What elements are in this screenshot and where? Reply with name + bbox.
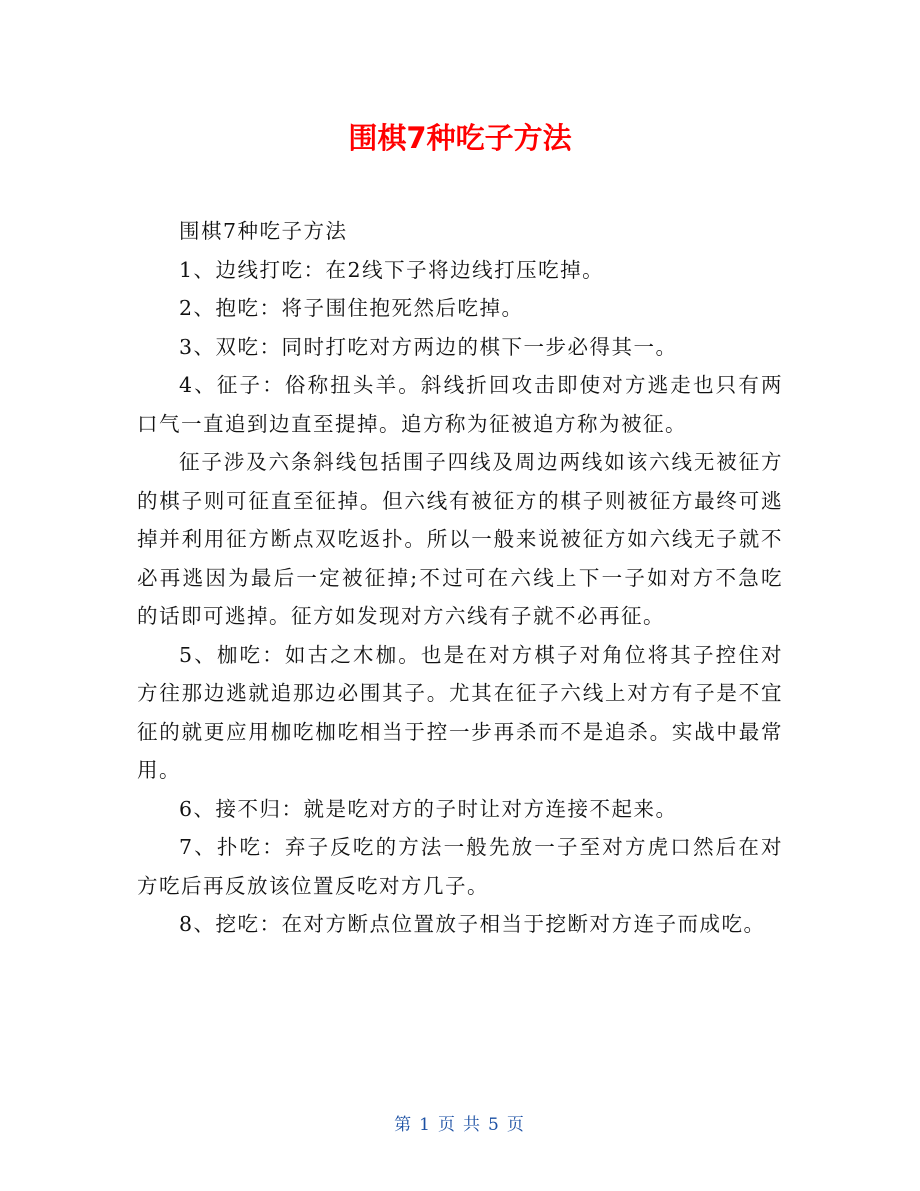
paragraph-item-1: 1、边线打吃：在2线下子将边线打压吃掉。: [179, 257, 605, 282]
footer-page-unit: 页: [438, 1115, 457, 1135]
paragraph-item-7: 7、扑吃：弃子反吃的方法一般先放一子至对方虎口然后在对方吃后再反放该位置反吃对方几子。: [137, 835, 783, 898]
page-title: 围棋7种吃子方法: [348, 121, 572, 155]
paragraph-item-5: 5、枷吃：如古之木枷。也是在对方棋子对角位将其子控住对方往那边逃就追那边必围其子。尤其在征子六线上对方有子是不宜征的就更应用枷吃枷吃相当于控一步再杀而不是追杀。实战中最常用。: [137, 642, 783, 782]
footer-current-page: 1: [419, 1115, 432, 1135]
page-footer: [0, 1113, 920, 1137]
footer-total-unit: 页: [506, 1115, 526, 1135]
footer-page-label: 第: [394, 1115, 414, 1135]
paragraph-item-2: 2、抱吃：将子围住抱死然后吃掉。: [179, 296, 524, 320]
footer-total-label: 共: [463, 1115, 482, 1135]
footer-total-pages: 5: [488, 1115, 501, 1135]
paragraph-item-8: 8、挖吃：在对方断点位置放子相当于挖断对方连子而成吃。: [179, 912, 766, 936]
document-body: [137, 212, 783, 944]
paragraph-item-3: 3、双吃：同时打吃对方两边的棋下一步必得其一。: [179, 334, 678, 359]
paragraph-item-4-detail: 征子涉及六条斜线包括围子四线及周边两线如该六线无被征方的棋子则可征直至征掉。但六线有被征方的棋子则被征方最终可逃掉并利用征方断点双吃返扑。所以一般来说被征方如六线无子就不必再逃因为最后一定被征掉;不过可在六线上下一子如对方不急吃的话即可逃掉。征方如发现对方六线有子就不必再征。: [137, 450, 783, 628]
paragraph-item-4: 4、征子：俗称扭头羊。斜线折回攻击即使对方逃走也只有两口气一直追到边直至提掉。追方称为征被追方称为被征。: [137, 373, 783, 436]
paragraph-item-6: 6、接不归：就是吃对方的子时让对方连接不起来。: [179, 796, 678, 821]
paragraph-heading: 围棋7种吃子方法: [179, 219, 348, 243]
